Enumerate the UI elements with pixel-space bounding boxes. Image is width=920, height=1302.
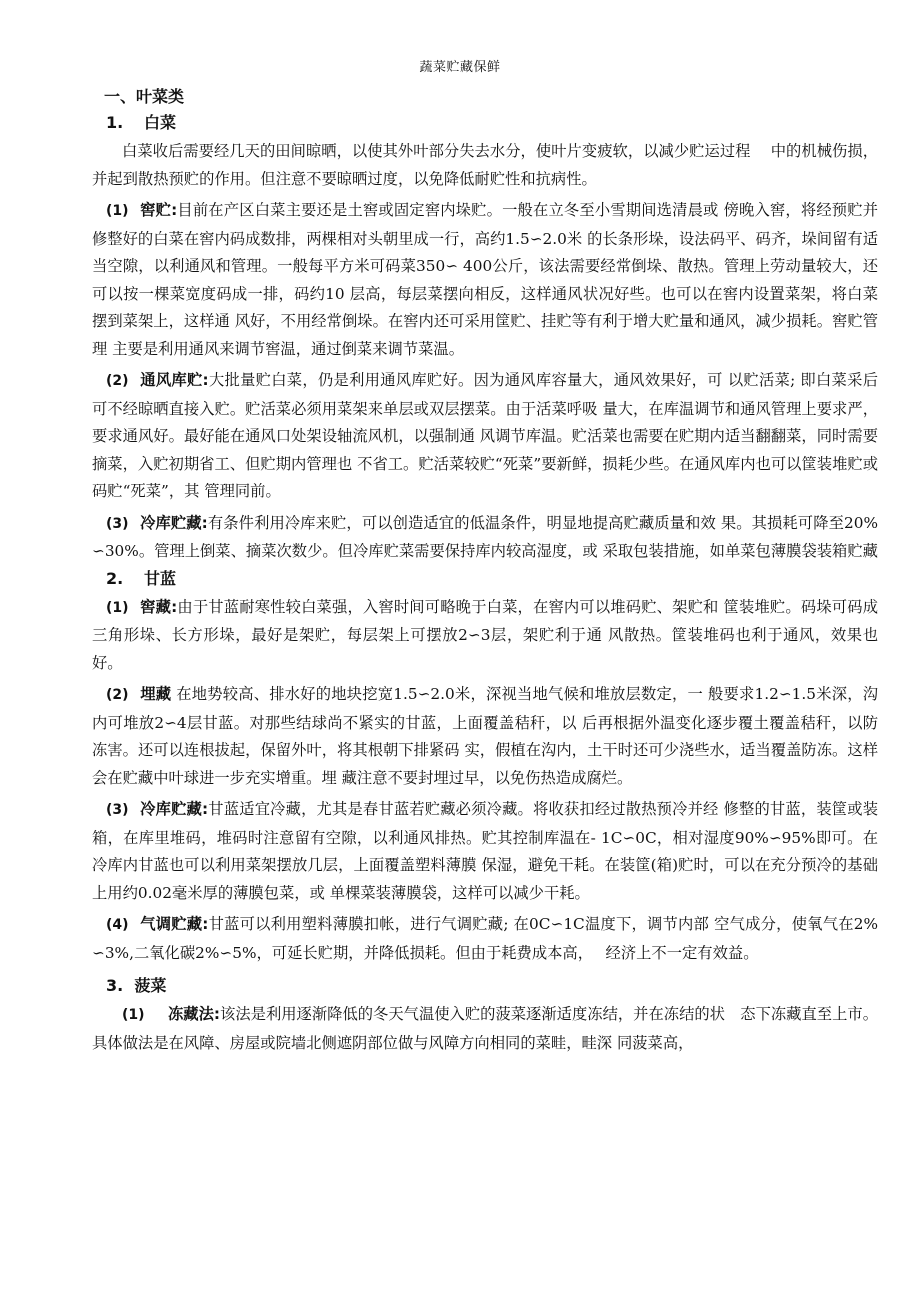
spinach-item-freezing <box>92 1001 878 1057</box>
item-text: 目前在产区白菜主要还是土窖或固定窖内垛贮。一般在立冬至小雪期间选清晨或 傍晚入窖，将经预贮并修整好的白菜在窖内码成数排，两棵相对头朝里成一行，高约1.5∽2.0米 的长条形垛，设法码平、码齐，垛间留有适当空隙，以利通风和管理。一般每平方米可码菜350∽ 400公斤，该法需要经常倒垛、散热。管理上劳动量较大，还可以按一棵菜宽度码成一排，码约10 层高，每层菜摆向相反，这样通风状况好些。也可以在窖内设置菜架，将白菜摆到菜架上，这样通 风好，不用经常倒垛。在窖内还可采用筐贮、挂贮等有利于增大贮量和通风，减少损耗。窖贮管理 主要是利用通风来调节窖温，通过倒菜来调节菜温。 <box>92 201 878 358</box>
item-text: 在地势较高、排水好的地块挖宽1.5∽2.0米，深视当地气候和堆放层数定，一 般要求1.2∽1.5米深，沟内可堆放2∽4层甘蓝。对那些结球尚不紧实的甘蓝，上面覆盖秸秆，以 后再根据外温变化逐步覆土覆盖秸秆，以防冻害。还可以连根拔起，保留外叶，将其根朝下排紧码 实，假植在沟内，土干时还可少浇些水，适当覆盖防冻。这样会在贮藏中叶球进一步充实增重。埋 藏注意不要封埋过早，以免伤热造成腐烂。 <box>92 685 878 787</box>
item-title: 埋藏 <box>140 685 172 703</box>
document-body <box>92 86 878 1057</box>
item-number: (1) <box>106 203 129 219</box>
item-number: (1) <box>106 599 129 616</box>
item-number: (3) <box>106 515 129 532</box>
item-title: 窖贮: <box>140 201 178 219</box>
item-number: (2) <box>106 687 129 703</box>
cabbage-intro-paragraph: 白菜收后需要经几天的田间晾晒，以使其外叶部分失去水分，使叶片变疲软，以减少贮运过程 中的机械伤损，并起到散热预贮的作用。但注意不要晾晒过度，以免降低耐贮性和抗病性。 <box>92 142 878 188</box>
cabbage-head-item-cold-storage <box>92 796 878 907</box>
item-title: 气调贮藏: <box>140 915 209 933</box>
item-text: 该法是利用逐渐降低的冬天气温使入贮的菠菜逐渐适度冻结，并在冻结的状 态下冻藏直至上市。具体做法是在风障、房屋或院墙北侧遮阴部位做与风障方向相同的菜畦，畦深 同菠菜高， <box>92 1005 878 1052</box>
cabbage-head-item-controlled-atmosphere <box>92 911 878 967</box>
subsection-title: 甘蓝 <box>144 568 177 588</box>
cabbage-item-cellar-storage <box>92 197 878 363</box>
subsection-title: 菠菜 <box>134 976 167 995</box>
cabbage-head-item-cellar <box>92 594 878 678</box>
item-number: (3) <box>106 802 129 818</box>
item-title: 窖藏: <box>140 597 178 616</box>
item-title: 冻藏法: <box>168 1005 221 1023</box>
item-text: 有条件利用冷库来贮，可以创造适宜的低温条件，明显地提高贮藏质量和效 果。其损耗可降至20%∽30%。管理上倒菜、摘菜次数少。但冷库贮菜需要保持库内较高湿度，或 采取包装措施，如单菜包薄膜袋装箱贮藏 <box>92 513 878 560</box>
cabbage-item-ventilated-storage <box>92 367 878 506</box>
subsection-title: 白菜 <box>144 113 177 132</box>
document-title: 蔬菜贮藏保鲜 <box>419 60 501 75</box>
cabbage-head-item-burial <box>92 681 878 792</box>
item-number: (1) <box>122 1007 145 1023</box>
item-number: (2) <box>106 373 129 389</box>
item-text: 大批量贮白菜，仍是利用通风库贮好。因为通风库容量大，通风效果好，可 以贮活菜; 即白菜采后可不经晾晒直接入贮。贮活菜必须用菜架来单层或双层摆菜。由于活菜呼吸 量大，在库温调节和通风管理上要求严，要求通风好。最好能在通风口处架设轴流风机，以强制通 风调节库温。贮活菜也需要在贮期内适当翻翻菜，同时需要摘菜，入贮初期省工、但贮期内管理也 不省工。贮活菜较贮“死菜”要新鲜，损耗少些。在通风库内也可以筐装堆贮或码贮“死菜”，其 管理同前。 <box>92 371 878 500</box>
subsection-number: 1. <box>106 113 124 132</box>
subsection-heading-cabbage <box>92 112 878 134</box>
item-title: 冷库贮藏: <box>140 800 209 818</box>
subsection-number: 2. <box>106 568 124 588</box>
item-text: 甘蓝适宜冷藏，尤其是春甘蓝若贮藏必须冷藏。将收获扣经过散热预冷并经 修整的甘蓝，装筐或装箱，在库里堆码，堆码时注意留有空隙，以利通风排热。贮其控制库温在- 1C∽0C，相对湿度90%∽95%即可。在冷库内甘蓝也可以利用菜架摆放几层，上面覆盖塑料薄膜 保湿，避免干耗。在装筐(箱)贮时，可以在充分预冷的基础上用约0.02毫米厚的薄膜包菜，或 单棵菜装薄膜袋，这样可以减少干耗。 <box>92 800 878 902</box>
item-text: 甘蓝可以利用塑料薄膜扣帐，进行气调贮藏; 在0C∽1C温度下，调节内部 空气成分，使氧气在2%∽3%,二氧化碳2%∽5%，可延长贮期，并降低损耗。但由于耗费成本高， 经济上不一定有效益。 <box>92 915 879 962</box>
item-title: 通风库贮: <box>140 371 209 389</box>
item-title: 冷库贮藏: <box>140 513 208 532</box>
cabbage-item-cold-storage <box>92 510 878 566</box>
item-text: 由于甘蓝耐寒性较白菜强，入窖时间可略晚于白菜，在窖内可以堆码贮、架贮和 筐装堆贮。码垛可码成三角形垛、长方形垛，最好是架贮，每层架上可摆放2∽3层，架贮利于通 风散热。筐装堆码也利于通风，效果也好。 <box>92 597 878 672</box>
subsection-heading-cabbage-head <box>92 568 878 590</box>
subsection-heading-spinach <box>92 975 878 997</box>
section-heading-leafy-vegetables: 一、叶菜类 <box>104 87 185 106</box>
subsection-number: 3. <box>106 976 124 995</box>
item-number: (4) <box>106 917 129 933</box>
